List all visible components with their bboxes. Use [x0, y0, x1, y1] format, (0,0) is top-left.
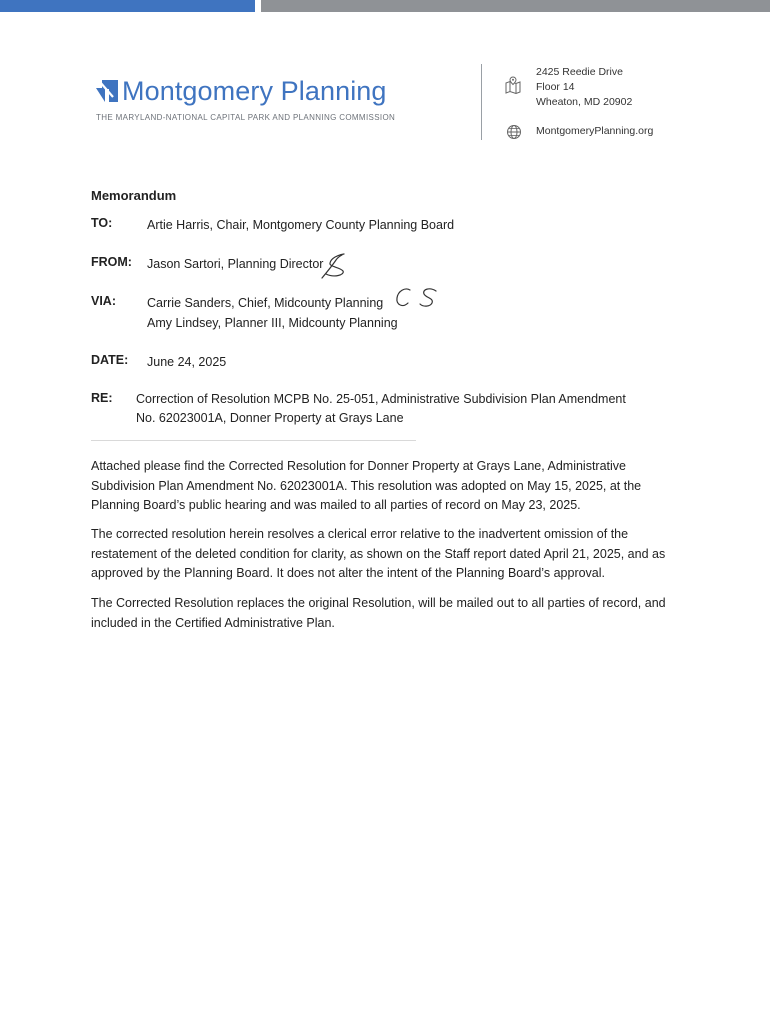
globe-icon: [506, 124, 522, 140]
body-paragraph-3: The Corrected Resolution replaces the original Resolution, will be mailed out to all parties of record, and included in the Certified Administrative Plan.: [91, 596, 666, 630]
date-value: June 24, 2025: [147, 355, 227, 369]
logo-mark-icon: [96, 80, 118, 102]
signature-js-icon: [318, 252, 352, 280]
address-line-2: Floor 14: [536, 81, 575, 93]
re-value-2: No. 62023001A, Donner Property at Grays Lane: [136, 411, 404, 425]
from-label: FROM:: [91, 255, 132, 269]
date-label: DATE:: [91, 353, 129, 367]
address-line-1: 2425 Reedie Drive: [536, 66, 623, 78]
org-tagline: THE MARYLAND-NATIONAL CAPITAL PARK AND PLANNING COMMISSION: [96, 113, 396, 122]
body-paragraph-2: The corrected resolution herein resolves a clerical error relative to the inadvertent omission of the restatement of the deleted condition for clarity, as shown on the Staff report dated April 21, 2025, and as approved by the Planning Board. It does not alter the intent of the Planning Board’s approval.: [91, 527, 666, 580]
address-line-3: Wheaton, MD 20902: [536, 96, 633, 108]
section-divider: [91, 440, 416, 441]
via-value-1: Carrie Sanders, Chief, Midcounty Planning: [147, 296, 384, 310]
from-value: Jason Sartori, Planning Director: [147, 257, 324, 271]
map-icon: [504, 76, 522, 94]
signature-cs-icon: [394, 286, 440, 310]
to-label: TO:: [91, 216, 113, 230]
re-label: RE:: [91, 391, 113, 405]
org-name: Montgomery Planning: [122, 76, 387, 106]
memo-title: Memorandum: [91, 188, 177, 203]
header-divider: [481, 64, 482, 140]
body-paragraph-1: Attached please find the Corrected Resolution for Donner Property at Grays Lane, Administrative Subdivision Plan Amendment No. 62023001A. This resolution was adopted on May 15, 2025, at the Planning Board’s public hearing and was mailed to all parties of record on May 23, 2025.: [91, 459, 642, 512]
address-block: [536, 65, 632, 110]
top-bar-gray: [261, 0, 770, 12]
re-value-1: Correction of Resolution MCPB No. 25-051, Administrative Subdivision Plan Amendment: [136, 392, 626, 406]
via-value-2: Amy Lindsey, Planner III, Midcounty Planning: [147, 316, 398, 330]
to-value: Artie Harris, Chair, Montgomery County Planning Board: [147, 218, 455, 232]
top-bar-accent: [0, 0, 255, 12]
website-link[interactable]: MontgomeryPlanning.org: [536, 125, 654, 137]
via-label: VIA:: [91, 294, 116, 308]
